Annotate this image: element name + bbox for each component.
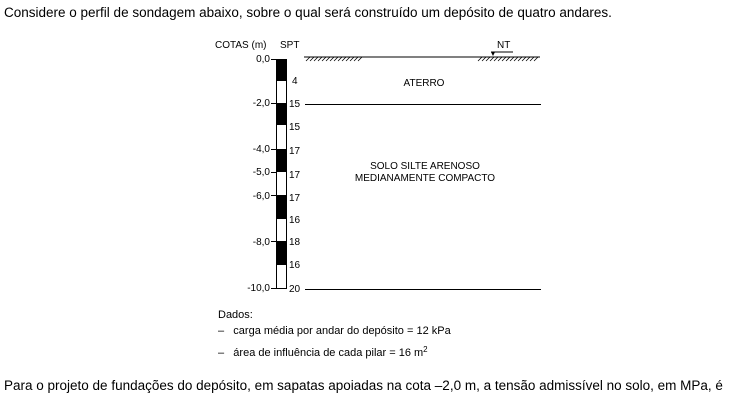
cota-tick [271,103,277,104]
dados-item [218,325,451,337]
spt-value: 17 [289,193,301,204]
bottom-boundary [305,289,541,290]
question-text: Para o projeto de fundações do depósito, em sapatas apoiadas na cota –2,0 m, a tensão admissível no solo, em MPa, é [4,378,723,393]
dados-item-text: carga média por andar do depósito = 12 kPa [233,325,451,337]
cota-tick [271,59,277,60]
dash: – [218,325,234,337]
cota-tick [271,288,277,289]
nt-label: NT [497,40,511,51]
cota-label: -5,0 [252,167,270,178]
cota-label: -10,0 [247,283,270,294]
cota-tick [271,241,277,242]
dados-item-text: área de influência de cada pilar = 16 m [233,347,424,359]
superscript: 2 [423,345,428,354]
spt-value: 20 [289,284,301,295]
spt-segment [276,265,287,289]
layer-label-aterro: ATERRO [403,78,445,89]
spt-value: 15 [289,122,301,133]
spt-segment [276,241,287,265]
cota-label: -6,0 [252,191,270,202]
spt-segment [276,81,287,103]
spt-value: 15 [289,99,301,110]
spt-segment [276,125,287,149]
dados-title: Dados: [218,309,253,321]
spt-segment [276,172,287,195]
cota-label: 0,0 [256,54,270,65]
cota-label: -2,0 [252,98,270,109]
spt-value: 18 [289,237,301,248]
nt-marker-icon [485,48,515,60]
spt-segment [276,103,287,125]
spt-value: 16 [289,260,301,271]
cota-label: -8,0 [252,237,270,248]
spt-segment [276,219,287,241]
spt-segment [276,59,287,81]
layer-label-line: MEDIANAMENTE COMPACTO [354,173,496,184]
spt-segment [276,149,287,172]
dados-item [218,345,428,359]
spt-value: 17 [289,146,301,157]
intro-text: Considere o perfil de sondagem abaixo, sobre o qual será construído um depósito de quatro andares. [4,5,612,20]
cota-tick [271,195,277,196]
spt-value: 4 [292,76,298,87]
layer-label-line: SOLO SILTE ARENOSO [370,161,480,172]
spt-segment [276,195,287,219]
cota-tick [271,172,277,173]
spt-value: 17 [289,170,301,181]
layer-boundary [305,104,541,105]
layer-label-solo [330,161,520,185]
dash: – [218,347,234,359]
spt-value: 16 [289,215,301,226]
cota-label: -4,0 [252,144,270,155]
spt-header: SPT [280,40,300,51]
cotas-header: COTAS (m) [215,40,267,51]
cota-tick [271,149,277,150]
